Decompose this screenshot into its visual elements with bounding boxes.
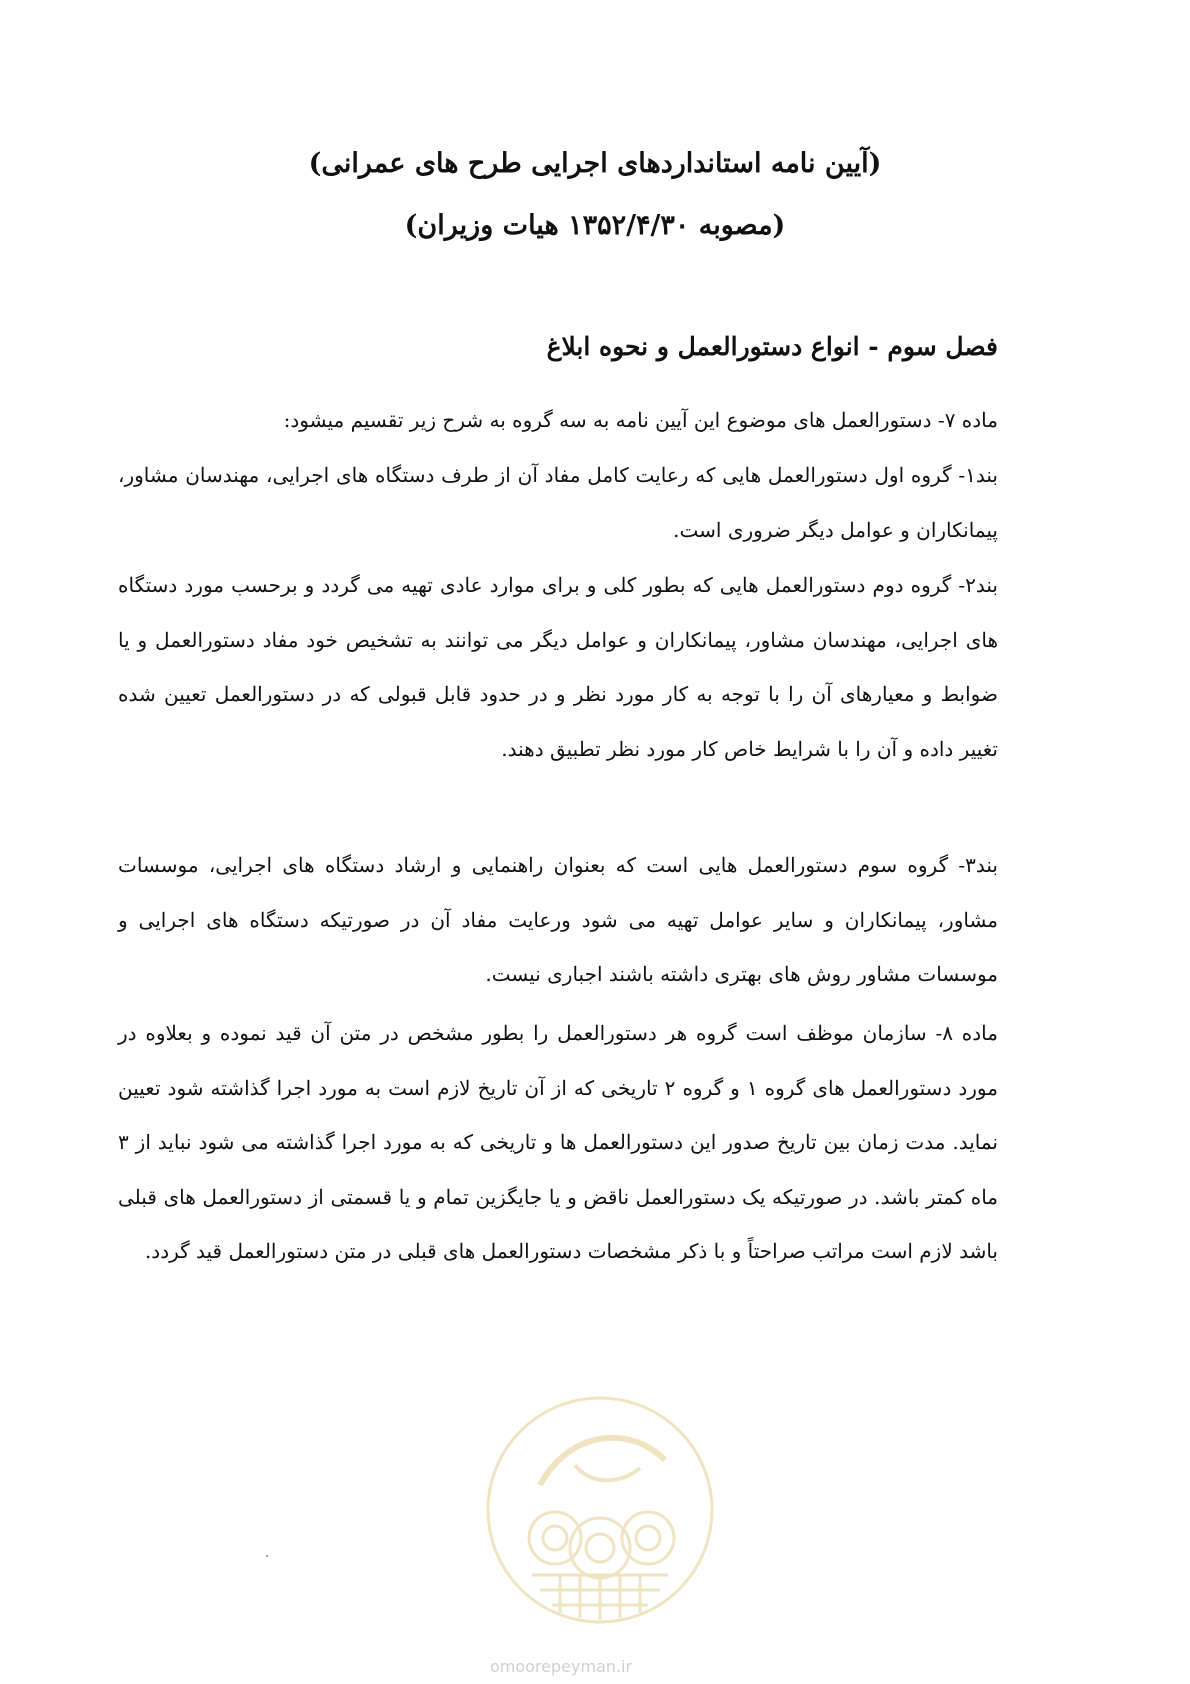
clause-3: بند۳- گروه سوم دستورالعمل هایی است که بعنوان راهنمایی و ارشاد دستگاه های اجرایی، موسسات مشاور، پیمانکاران و سایر عوامل تهیه می شود ورعایت مفاد آن در صورتیکه دستگاه های اجرایی و موسسات مشاور روش های بهتری داشته باشند اجباری نیست.: [118, 853, 998, 986]
document-title: (آیین نامه استانداردهای اجرایی طرح های عمرانی): [308, 148, 882, 179]
article-8: ماده ۸- سازمان موظف است گروه هر دستورالعمل را بطور مشخص در متن آن قید نموده و بعلاوه در مورد دستورالعمل های گروه ۱ و گروه ۲ تاریخی که از آن تاریخ لازم است به مورد اجرا گذاشته شود تعیین نماید. مدت زمان بین تاریخ صدور این دستورالعمل ها و تاریخی که به مورد اجرا گذاشته می شود نباید از ۳ ماه کمتر باشد. در صورتیکه یک دستورالعمل ناقض و یا جایگزین تمام و یا قسمتی از دستورالعمل های قبلی باشد لازم است مراتب صراحتاً و با ذکر مشخصات دستورالعمل های قبلی در متن دستورالعمل قید گردد.: [118, 1021, 998, 1263]
article-7: ماده ۷- دستورالعمل های موضوع این آیین نامه به سه گروه به شرح زیر تقسیم میشود:: [283, 408, 998, 432]
document-subtitle: (مصوبه ۱۳۵۲/۴/۳۰ هیات وزیران): [404, 210, 786, 241]
watermark-logo-icon: [480, 1390, 720, 1630]
clause-2: بند۲- گروه دوم دستورالعمل هایی که بطور کلی و برای موارد عادی تهیه می گردد و برحسب مورد دستگاه های اجرایی، مهندسان مشاور، پیمانکاران و عوامل دیگر می توانند به تشخیص خود مفاد دستورالعمل و یا ضوابط و معیارهای آن را با توجه به کار مورد نظر و در حدود قابل قبولی که در دستورالعمل تعیین شده تغییر داده و آن را با شرایط خاص کار مورد نظر تطبیق دهند.: [118, 573, 998, 761]
clause-1: بند۱- گروه اول دستورالعمل هایی که رعایت کامل مفاد آن از طرف دستگاه های اجرایی، مهندسان مشاور، پیمانکاران و عوامل دیگر ضروری است.: [118, 463, 998, 542]
watermark-site-text: omoorepeyman.ir: [490, 1657, 633, 1676]
scan-speck: [266, 1555, 268, 1557]
chapter-heading: فصل سوم - انواع دستورالعمل و نحوه ابلاغ: [546, 332, 998, 361]
